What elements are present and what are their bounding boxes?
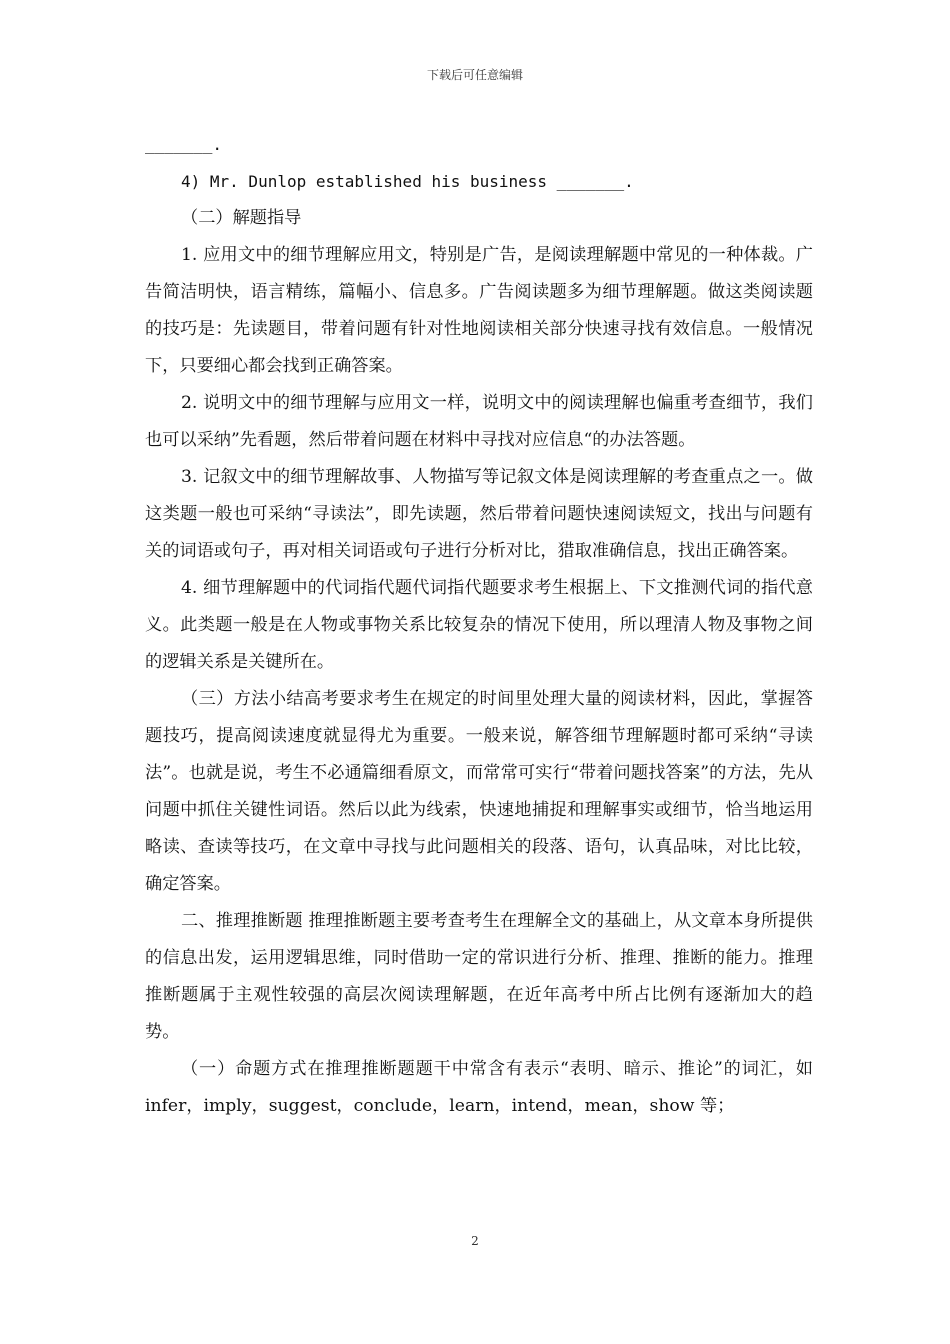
paragraph-expository-text: 2. 说明文中的细节理解与应用文一样，说明文中的阅读理解也偏重考查细节，我们也可以采纳”先看题，然后带着问题在材料中寻找对应信息“的办法答题。 — [145, 393, 813, 450]
section-heading-solving-guide: （二）解题指导 — [181, 208, 302, 228]
page-header: 下载后可任意编辑 — [426, 68, 523, 82]
paragraph-narrative-text: 3. 记叙文中的细节理解故事、人物描写等记叙文体是阅读理解的考查重点之一。做这类题一般也可采纳“寻读法”，即先读题，然后带着问题快速阅读短文，找出与问题有关的词语或句子，再对相关词语或句子进行分析对比，猎取准确信息，找出正确答案。 — [145, 467, 813, 561]
paragraph-inference-questions: 二、推理推断题 推理推断题主要考查考生在理解全文的基础上，从文章本身所提供的信息出发，运用逻辑思维，同时借助一定的常识进行分析、推理、推断的能力。推理推断题属于主观性较强的高层次阅读理解题，在近年高考中所占比例有逐渐加大的趋势。 — [145, 911, 813, 1042]
paragraph-question-format: （一）命题方式在推理推断题题干中常含有表示“表明、暗示、推论”的词汇，如 infer，imply，suggest，conclude，learn，intend，mean，show 等； — [145, 1059, 813, 1116]
question-4: 4) Mr. Dunlop established his business _______. — [181, 172, 634, 191]
answer-blank-line: _______. — [145, 135, 223, 154]
document-body — [145, 126, 813, 1125]
paragraph-pronoun-reference: 4. 细节理解题中的代词指代题代词指代题要求考生根据上、下文推测代词的指代意义。此类题一般是在人物或事物关系比较复杂的情况下使用，所以理清人物及事物之间的逻辑关系是关键所在。 — [145, 578, 813, 672]
page-number: 2 — [471, 1234, 479, 1248]
paragraph-applied-text: 1. 应用文中的细节理解应用文，特别是广告，是阅读理解题中常见的一种体裁。广告简洁明快，语言精练，篇幅小、信息多。广告阅读题多为细节理解题。做这类阅读题的技巧是：先读题目，带着问题有针对性地阅读相关部分快速寻找有效信息。一般情况下，只要细心都会找到正确答案。 — [145, 245, 813, 376]
paragraph-method-summary: （三）方法小结高考要求考生在规定的时间里处理大量的阅读材料，因此，掌握答题技巧，提高阅读速度就显得尤为重要。一般来说，解答细节理解题时都可采纳“寻读法”。也就是说，考生不必通篇细看原文，而常常可实行“带着问题找答案”的方法，先从问题中抓住关键性词语。然后以此为线索，快速地捕捉和理解事实或细节，恰当地运用略读、查读等技巧，在文章中寻找与此问题相关的段落、语句，认真品味，对比比较，确定答案。 — [145, 689, 813, 894]
